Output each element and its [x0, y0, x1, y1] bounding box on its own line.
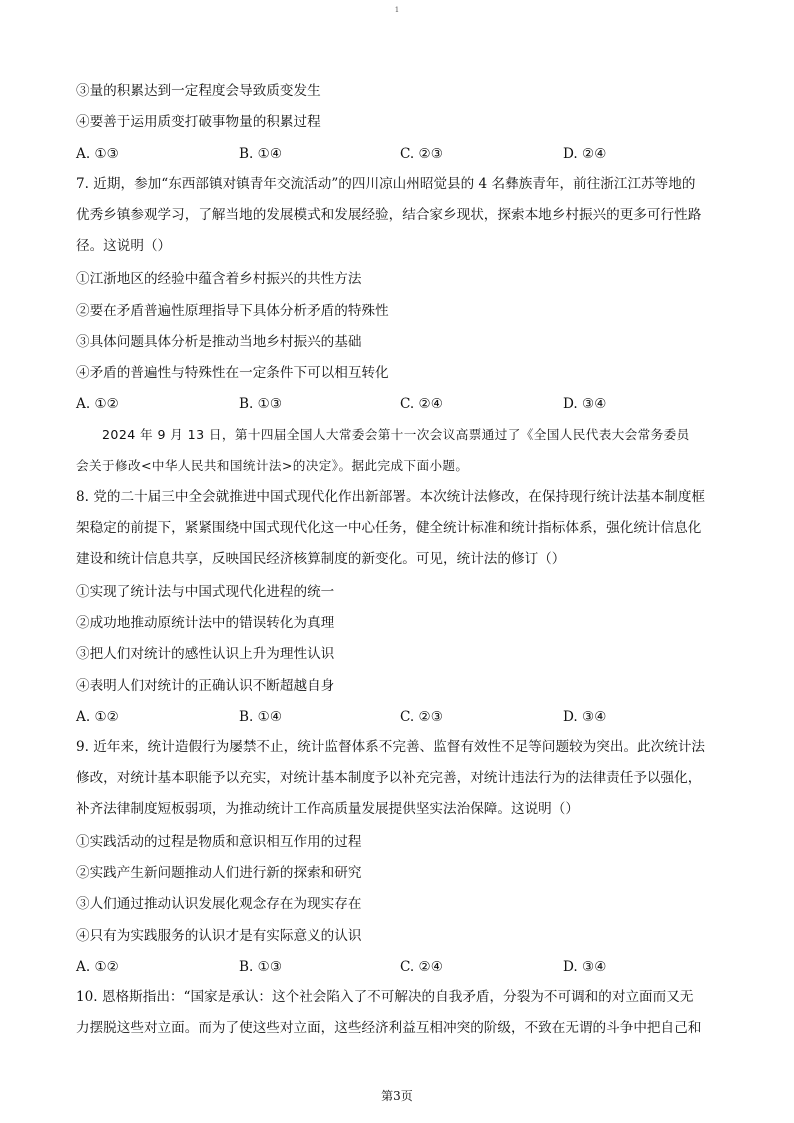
q9-option-a[interactable]: A. ①②	[76, 959, 119, 975]
q6-option-a[interactable]: A. ①③	[76, 146, 119, 162]
q7-item-2: ②要在矛盾普遍性原理指导下具体分析矛盾的特殊性	[76, 303, 389, 319]
q7-options	[76, 395, 721, 413]
intro-line: 2024 年 9 月 13 日，第十四届全国人大常委会第十一次会议高票通过了《全国人民代表大会常务委员	[76, 427, 690, 442]
q7-item-1: ①江浙地区的经验中蕴含着乡村振兴的共性方法	[76, 271, 362, 287]
q9-item-3: ③人们通过推动认识发展化观念存在为现实存在	[76, 896, 362, 912]
q6-item-3: ③量的积累达到一定程度会导致质变发生	[76, 83, 321, 99]
q9-stem-line: 9. 近年来，统计造假行为屡禁不止，统计监督体系不完善、监督有效性不足等问题较为突出。此次统计法	[76, 739, 706, 755]
header-mark: 1	[394, 6, 400, 14]
q6-option-c[interactable]: C. ②③	[400, 146, 443, 162]
q9-option-c[interactable]: C. ②④	[400, 959, 443, 975]
q8-option-d[interactable]: D. ③④	[563, 709, 607, 725]
q7-option-c[interactable]: C. ②④	[400, 396, 443, 412]
q8-stem-line: 架稳定的前提下，紧紧围绕中国式现代化这一中心任务，健全统计标准和统计指标体系，强化统计信息化	[76, 520, 702, 536]
q9-options	[76, 958, 721, 976]
q8-stem-line: 建设和统计信息共享，反映国民经济核算制度的新变化。可见，统计法的修订（）	[76, 551, 566, 567]
q9-option-b[interactable]: B. ①③	[239, 959, 283, 975]
q7-item-3: ③具体问题具体分析是推动当地乡村振兴的基础	[76, 334, 362, 350]
q7-stem-line: 优秀乡镇参观学习，了解当地的发展模式和发展经验，结合家乡现状，探索本地乡村振兴的更多可行性路	[76, 207, 702, 223]
q8-option-b[interactable]: B. ①④	[239, 709, 283, 725]
q7-option-d[interactable]: D. ③④	[563, 396, 607, 412]
page-number: 第3页	[381, 1089, 413, 1103]
q7-stem-line: 7. 近期，参加“东西部镇对镇青年交流活动”的四川凉山州昭觉县的 4 名彝族青年，前往浙江江苏等地的	[76, 176, 696, 192]
q7-option-b[interactable]: B. ①③	[239, 396, 283, 412]
q10-stem	[76, 982, 721, 1044]
q9-stem-line: 修改，对统计基本职能予以充实，对统计基本制度予以补充完善，对统计违法行为的法律责任予以强化，	[76, 770, 702, 786]
q9-item-4: ④只有为实践服务的认识才是有实际意义的认识	[76, 928, 362, 944]
q8-option-c[interactable]: C. ②③	[400, 709, 443, 725]
q8-item-1: ①实现了统计法与中国式现代化进程的统一	[76, 584, 335, 600]
q9-stem	[76, 732, 721, 825]
intro-line: 会关于修改<中华人民共和国统计法>的决定》。据此完成下面小题。	[76, 458, 469, 473]
q8-stem-line: 8. 党的二十届三中全会就推进中国式现代化作出新部署。本次统计法修改，在保持现行统计法基本制度框	[76, 489, 706, 505]
q8-item-2: ②成功地推动原统计法中的错误转化为真理	[76, 615, 335, 631]
q8-stem	[76, 482, 721, 575]
q9-stem-line: 补齐法律制度短板弱项，为推动统计工作高质量发展提供坚实法治保障。这说明（）	[76, 801, 579, 817]
q7-item-4: ④矛盾的普遍性与特殊性在一定条件下可以相互转化	[76, 365, 389, 381]
q7-option-a[interactable]: A. ①②	[76, 396, 119, 412]
q9-item-2: ②实践产生新问题推动人们进行新的探索和研究	[76, 865, 362, 881]
q8-item-4: ④表明人们对统计的正确认识不断超越自身	[76, 678, 335, 694]
q7-stem	[76, 169, 721, 262]
q6-options	[76, 145, 721, 163]
q8-option-a[interactable]: A. ①②	[76, 709, 119, 725]
q8-options	[76, 708, 721, 726]
q9-item-1: ①实践活动的过程是物质和意识相互作用的过程	[76, 834, 362, 850]
q10-stem-line: 力摆脱这些对立面。而为了使这些对立面，这些经济利益互相冲突的阶级，不致在无谓的斗争中把自己和	[76, 1020, 702, 1036]
q6-option-d[interactable]: D. ②④	[563, 146, 607, 162]
q8-item-3: ③把人们对统计的感性认识上升为理性认识	[76, 646, 335, 662]
q9-option-d[interactable]: D. ③④	[563, 959, 607, 975]
q7-stem-line: 径。这说明（）	[76, 238, 172, 254]
q6-item-4: ④要善于运用质变打破事物量的积累过程	[76, 114, 321, 130]
q10-stem-line: 10. 恩格斯指出：“国家是承认：这个社会陷入了不可解决的自我矛盾，分裂为不可调和的对立面而又无	[76, 989, 694, 1005]
q6-option-b[interactable]: B. ①④	[239, 146, 283, 162]
material-intro	[76, 419, 721, 481]
